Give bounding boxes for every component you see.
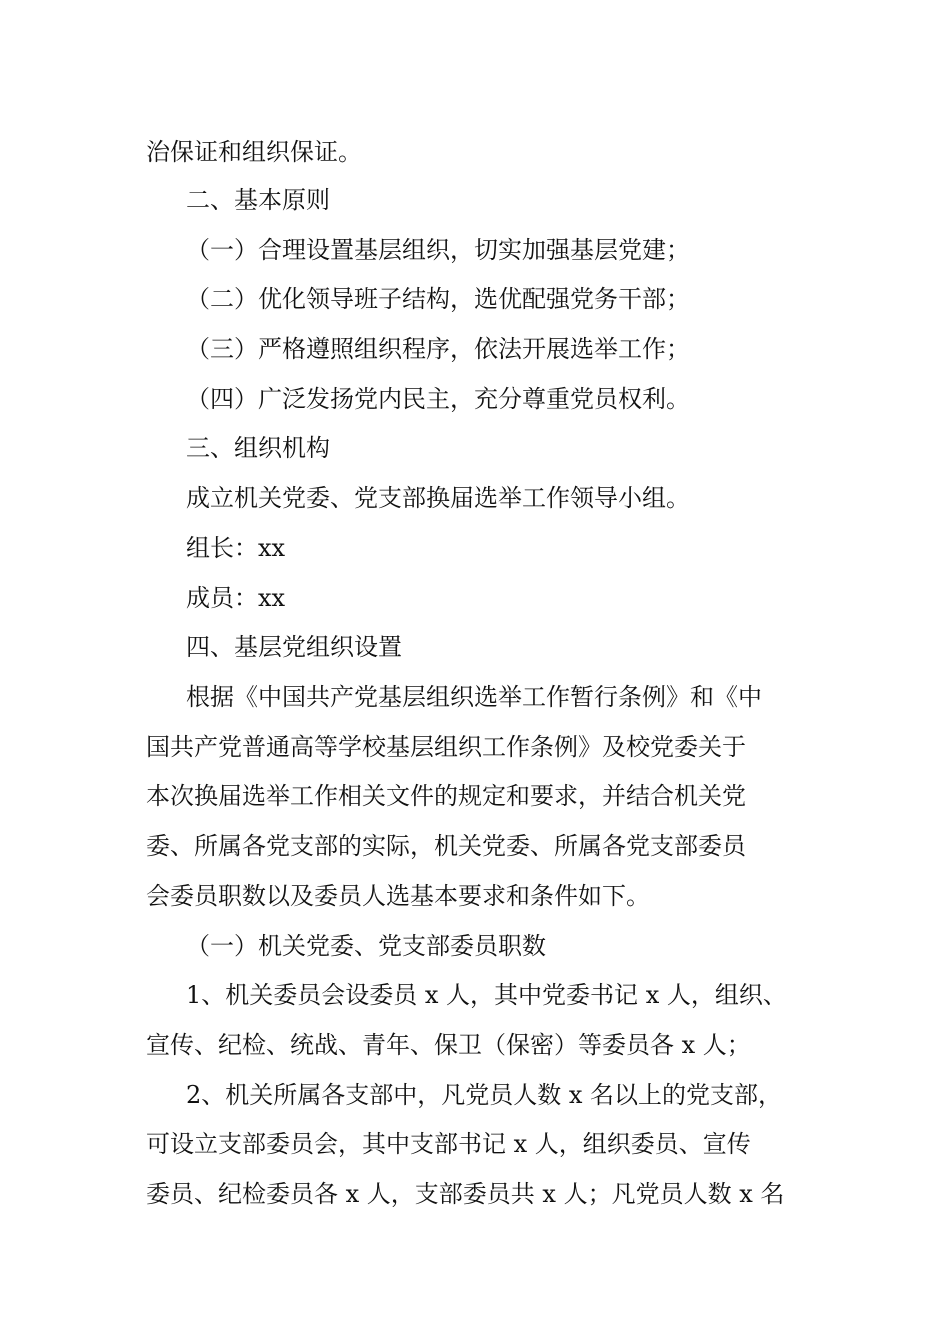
section-heading: 四、基层党组织设置 (186, 633, 402, 661)
paragraph-line: 委员、纪检委员各 x 人，支部委员共 x 人；凡党员人数 x 名 (146, 1180, 785, 1208)
paragraph-line: 宣传、纪检、统战、青年、保卫（保密）等委员各 x 人； (146, 1031, 751, 1059)
paragraph-line: 本次换届选举工作相关文件的规定和要求，并结合机关党 (146, 782, 746, 810)
paragraph-line: 1、机关委员会设委员 x 人，其中党委书记 x 人，组织、 (186, 981, 787, 1009)
section-heading: 三、组织机构 (186, 434, 330, 462)
paragraph-line: 国共产党普通高等学校基层组织工作条例》及校党委关于 (146, 733, 746, 761)
list-item: （三）严格遵照组织程序，依法开展选举工作； (186, 335, 690, 363)
paragraph-line: 委、所属各党支部的实际，机关党委、所属各党支部委员 (146, 832, 746, 860)
paragraph-line: 成立机关党委、党支部换届选举工作领导小组。 (186, 484, 690, 512)
paragraph-line: 治保证和组织保证。 (146, 138, 362, 166)
list-item: （一）合理设置基层组织，切实加强基层党建； (186, 236, 690, 264)
paragraph-line: 组长：xx (186, 534, 286, 562)
paragraph-line: 成员：xx (186, 584, 286, 612)
paragraph-line: 根据《中国共产党基层组织选举工作暂行条例》和《中 (186, 683, 762, 711)
subsection-heading: （一）机关党委、党支部委员职数 (186, 932, 546, 960)
section-heading: 二、基本原则 (186, 186, 330, 214)
list-item: （二）优化领导班子结构，选优配强党务干部； (186, 285, 690, 313)
list-item: （四）广泛发扬党内民主，充分尊重党员权利。 (186, 385, 690, 413)
paragraph-line: 会委员职数以及委员人选基本要求和条件如下。 (146, 882, 650, 910)
paragraph-line: 可设立支部委员会，其中支部书记 x 人，组织委员、宣传 (146, 1130, 751, 1158)
paragraph-line: 2、机关所属各支部中，凡党员人数 x 名以上的党支部， (186, 1081, 783, 1109)
